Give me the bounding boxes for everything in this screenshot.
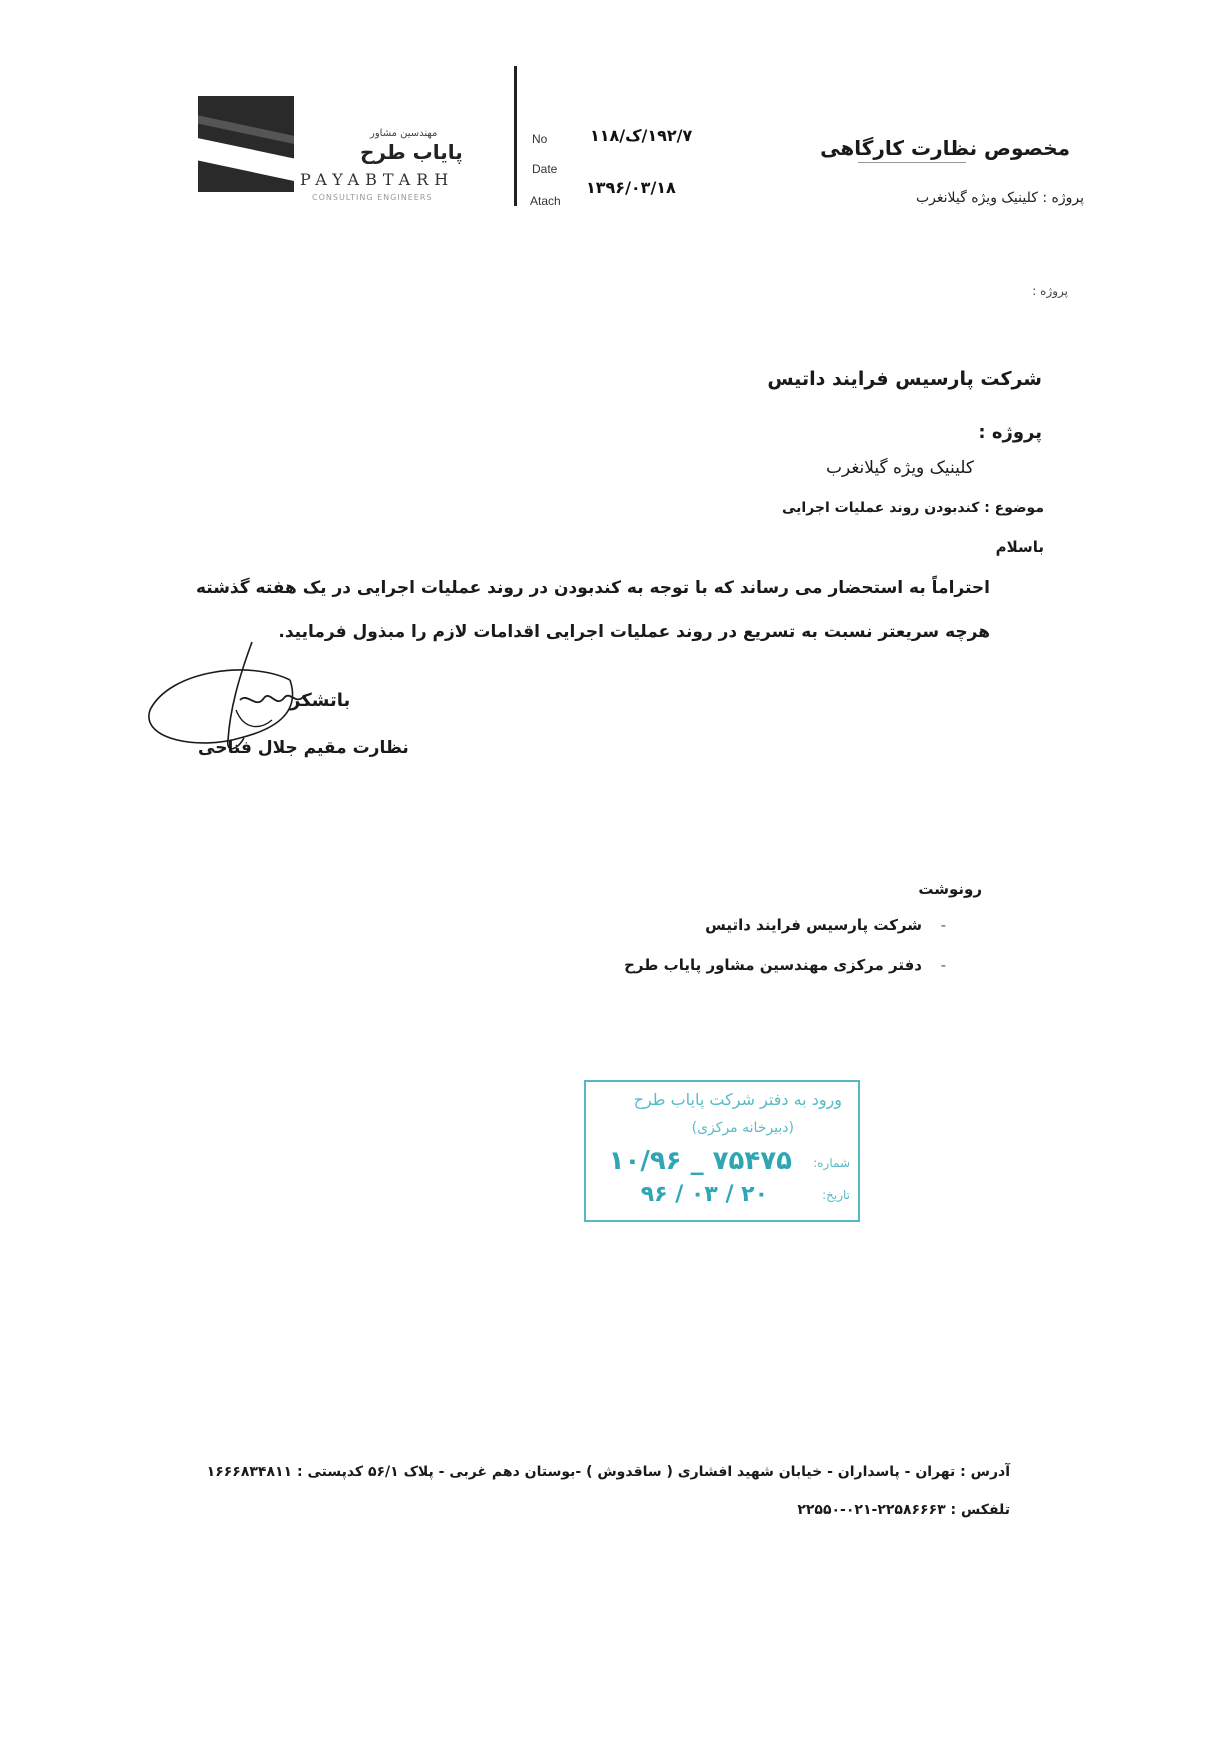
stamp-number-value: ۱۰/۹۶ _ ۷۵۴۷۵ [608,1146,792,1176]
subject-line: موضوع : کندبودن روند عملیات اجرایی [781,500,1044,516]
signer-name: نظارت مقیم جلال فتاحی [198,738,409,758]
date-label: Date [532,162,558,176]
stamp-number-label: شماره: [813,1156,850,1170]
stamp-subtitle: (دبیرخانه مرکزی) [691,1120,794,1136]
header-divider [514,66,517,206]
logo-name-fa: پایاب طرح [360,140,463,164]
recipient: شرکت پارسیس فرایند داتیس [767,368,1042,390]
thanks: باتشکر [290,690,351,711]
footer-fax: تلفکس : ۲۲۵۸۶۶۶۳-۰۲۱-۲۲۵۵۰ [797,1502,1010,1518]
logo-name-en: PAYABTARH [300,170,455,189]
cc-item-2: دفتر مرکزی مهندسین مشاور پایاب طرح [624,956,922,974]
header-project-line: پروژه : کلینیک ویژه گیلانغرب [915,190,1084,206]
stamp-title: ورود به دفتر شرکت پایاب طرح [633,1090,842,1109]
project-label: پروژه : [978,422,1042,443]
company-logo-mark [198,96,294,192]
logo-subtitle-fa: مهندسین مشاور [370,128,438,139]
date-value: ۱۳۹۶/۰۳/۱۸ [586,178,676,197]
receipt-stamp [584,1080,860,1222]
cc-item-1: شرکت پارسیس فرایند داتیس [705,916,922,934]
cc-bullet: - [940,916,946,934]
greeting: باسلام [995,538,1044,556]
header-project-small: پروژه : [1032,284,1068,298]
body-paragraph-line-1: احتراماً به استحضار می رساند که با توجه به کندبودن در روند عملیات اجرایی در یک هفته گذشته [195,578,990,598]
stamp-date-value: ۹۶ / ۰۳ / ۲۰ [640,1182,768,1207]
attach-label: Atach [530,194,561,208]
body-paragraph-line-2: هرچه سریعتر نسبت به تسریع در روند عملیات اجرایی اقدامات لازم را مبذول فرمایید. [278,622,990,642]
no-label: No [532,132,548,146]
private-title: مخصوص نظارت کارگاهی [820,136,1070,160]
project-name: کلینیک ویژه گیلانغرب [825,458,974,478]
logo-subtitle-en: CONSULTING ENGINEERS [312,193,433,202]
cc-title: رونوشت [918,880,982,898]
cc-bullet: - [940,956,946,974]
stamp-date-label: تاریخ: [822,1188,850,1202]
footer-address: آدرس : تهران - پاسداران - خیابان شهید افشاری ( ساقدوش ) -بوستان دهم غربی - پلاک ۵۶/۱ کدپستی : ۱۶۶۶۸۳۴۸۱۱ [206,1464,1010,1480]
private-underline [858,162,966,163]
no-value: ۱۹۲/۷/ک/۱۱۸ [590,126,693,145]
